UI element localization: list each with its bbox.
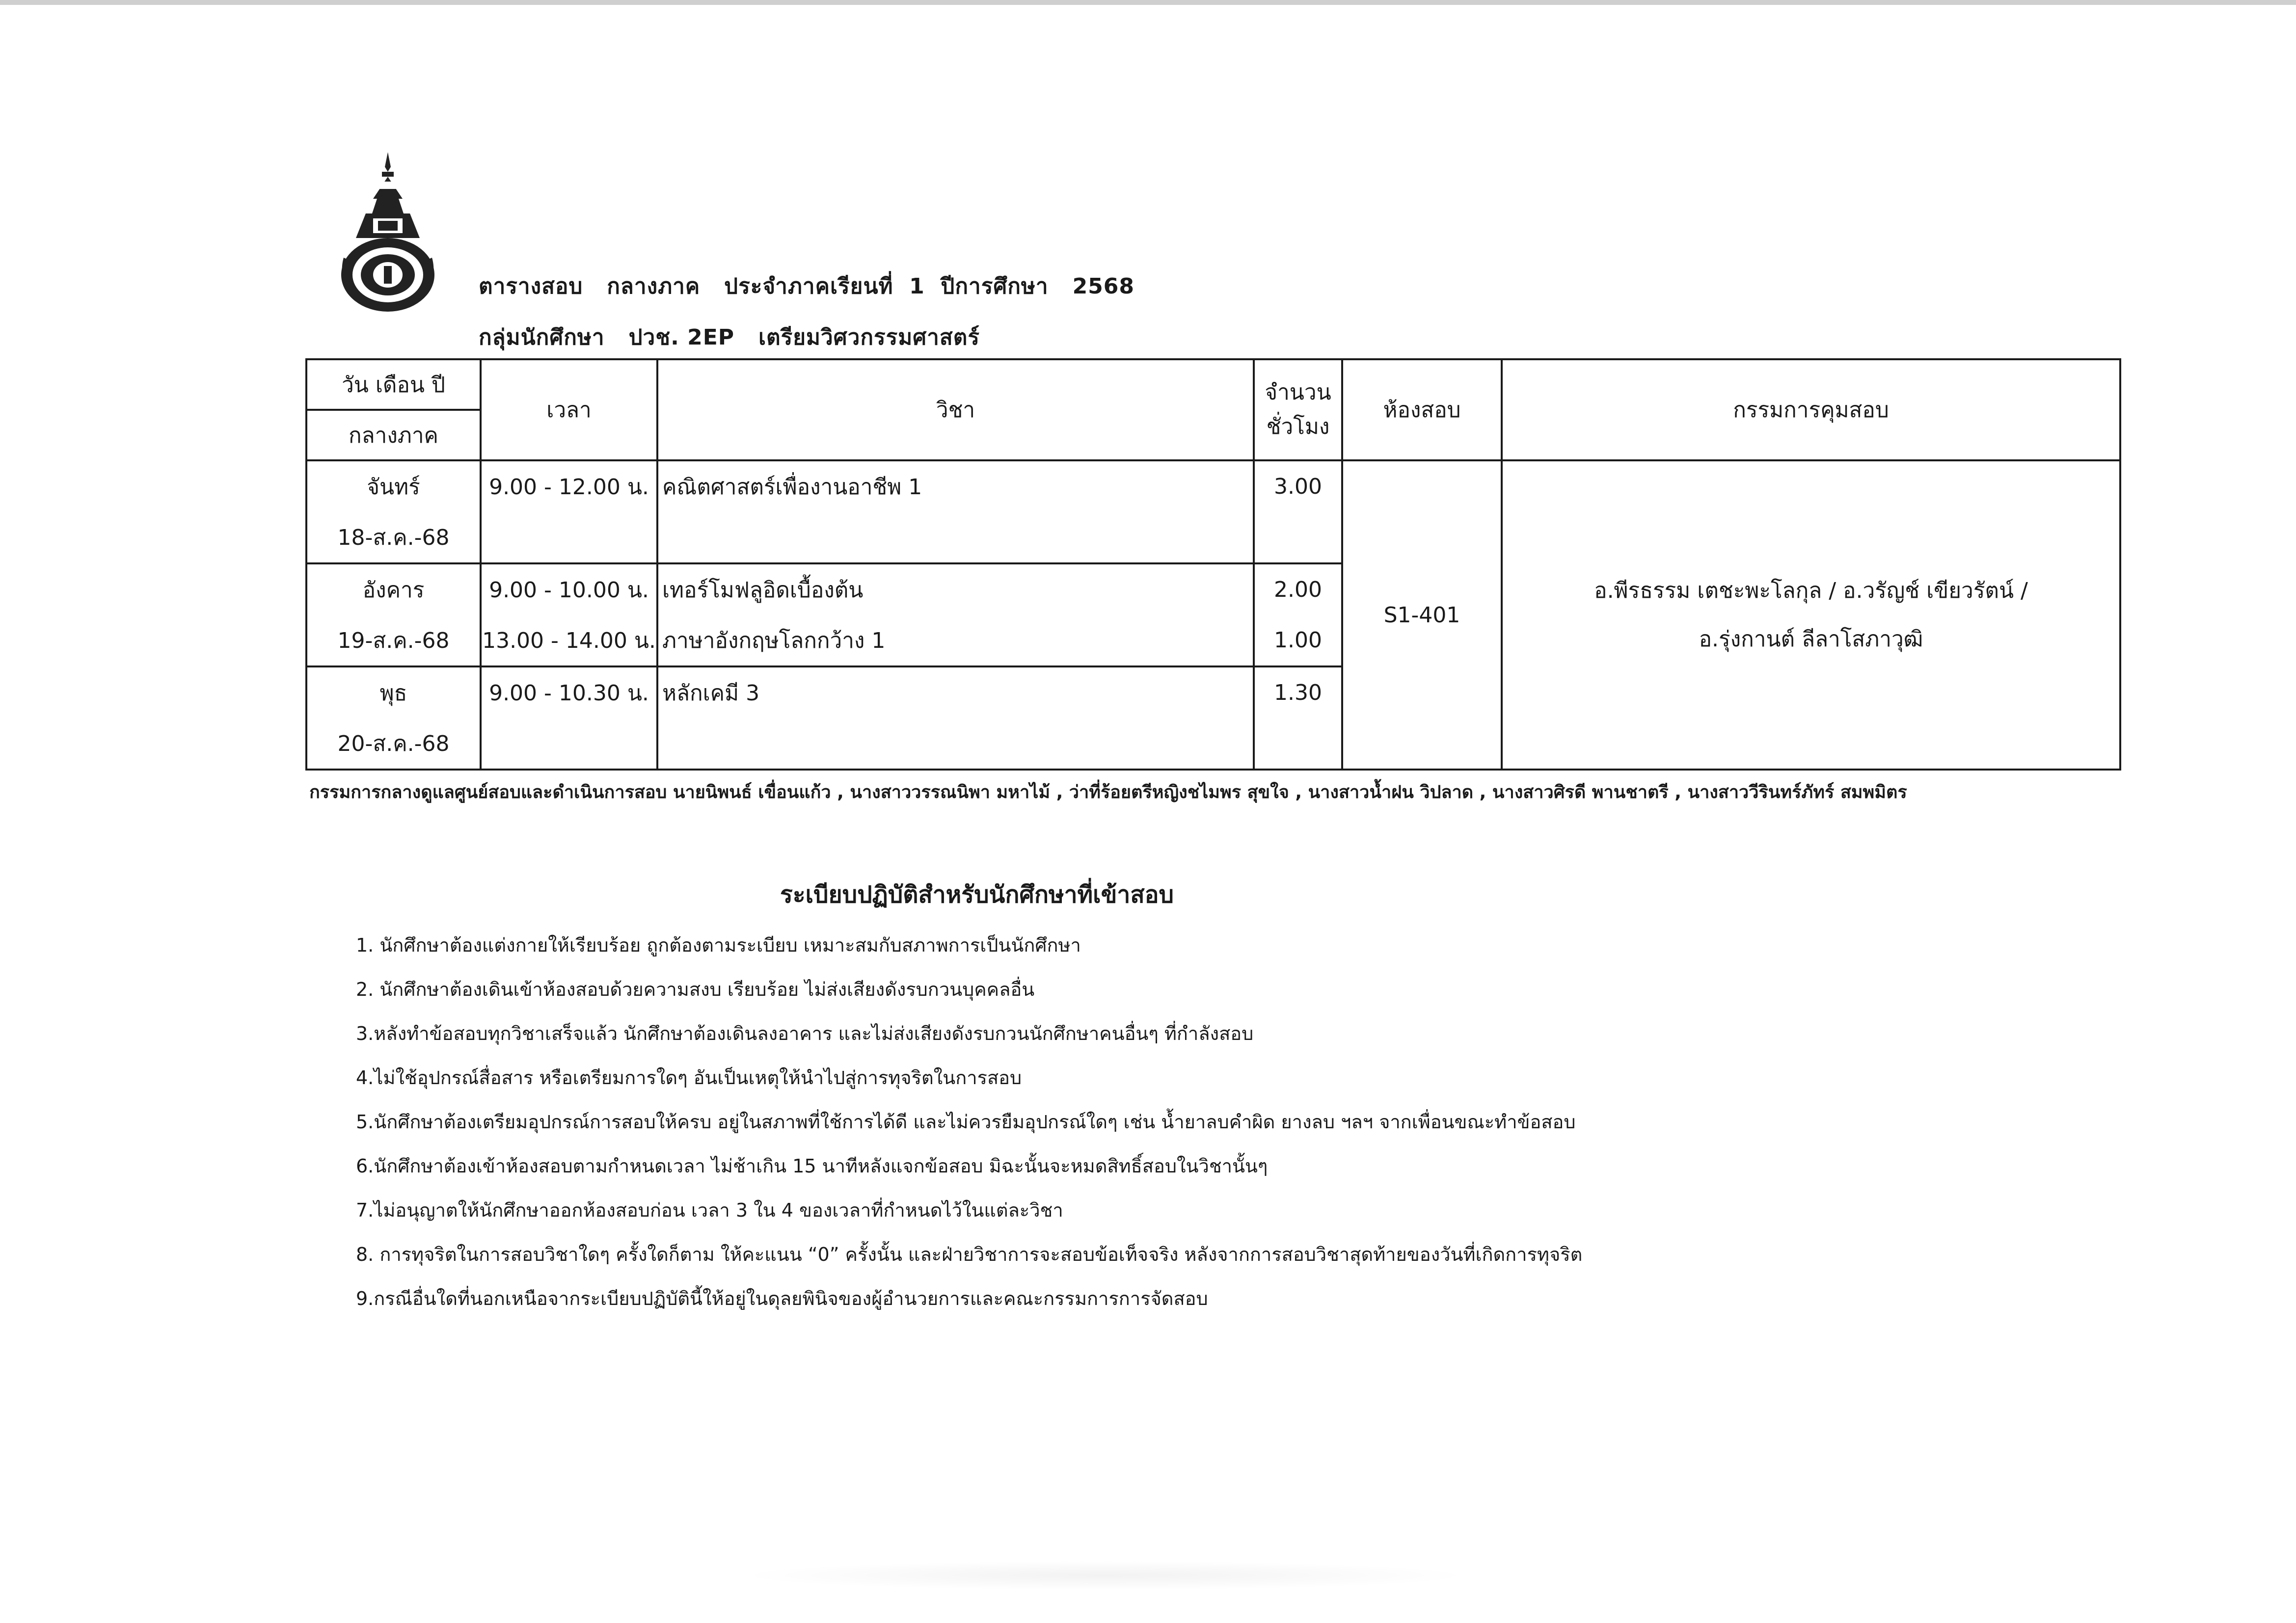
exam-room: S1-401 <box>1342 460 1502 770</box>
exam-hours: 2.00 <box>1254 563 1342 615</box>
exam-time: 9.00 - 10.30 น. <box>481 666 657 718</box>
exam-time: 9.00 - 12.00 น. <box>481 460 657 512</box>
day-name: พุธ <box>306 666 481 718</box>
scan-smudge <box>736 1561 1473 1590</box>
hours-header-top: จำนวน <box>1265 379 1331 405</box>
committee-line: อ.พีรธรรม เตชะพะโลกุล / อ.วรัญช์ เขียวรัตน์ / <box>1594 578 2028 603</box>
empty-cell <box>657 512 1254 563</box>
exam-time: 9.00 - 10.00 น. <box>481 563 657 615</box>
empty-cell <box>481 718 657 770</box>
empty-cell <box>481 512 657 563</box>
rule-item: 7.ไม่อนุญาตให้นักศึกษาออกห้องสอบก่อน เวลา 3 ใน 4 ของเวลาที่กำหนดไว้ในแต่ละวิชา <box>356 1199 1063 1221</box>
empty-cell <box>1254 512 1342 563</box>
exam-date: 18-ส.ค.-68 <box>306 512 481 563</box>
hours-header-bottom: ชั่วโมง <box>1266 414 1330 439</box>
exam-hours: 1.30 <box>1254 666 1342 718</box>
committee-header: กรรมการคุมสอบ <box>1502 359 2120 460</box>
empty-cell <box>1254 718 1342 770</box>
day-name: อังคาร <box>306 563 481 615</box>
empty-cell <box>657 718 1254 770</box>
exam-schedule-table <box>305 358 2121 771</box>
exam-subject: ภาษาอังกฤษโลกกว้าง 1 <box>657 615 1254 666</box>
exam-committee <box>1502 460 2120 770</box>
rule-item: 6.นักศึกษาต้องเข้าห้องสอบตามกำหนดเวลา ไม่ช้าเกิน 15 นาทีหลังแจกข้อสอบ มิฉะนั้นจะหมดสิทธิ์สอบในวิชานั้นๆ <box>356 1155 1268 1177</box>
exam-subject: เทอร์โมฟลูอิดเบื้องต้น <box>657 563 1254 615</box>
scan-edge <box>0 0 2296 5</box>
rule-item: 2. นักศึกษาต้องเดินเข้าห้องสอบด้วยความสงบ เรียบร้อย ไม่ส่งเสียงดังรบกวนบุคคลอื่น <box>356 979 1035 1000</box>
day-name: จันทร์ <box>306 460 481 512</box>
hours-header <box>1254 359 1342 460</box>
subject-header: วิชา <box>657 359 1254 460</box>
committee-line: อ.รุ่งกานต์ ลีลาโสภาวุฒิ <box>1699 627 1923 652</box>
exam-subject: คณิตศาสตร์เพื่องานอาชีพ 1 <box>657 460 1254 512</box>
room-header: ห้องสอบ <box>1342 359 1502 460</box>
table-row <box>306 460 2120 512</box>
rule-item: 3.หลังทำข้อสอบทุกวิชาเสร็จแล้ว นักศึกษาต้องเดินลงอาคาร และไม่ส่งเสียงดังรบกวนนักศึกษาคนอื่นๆ ที่กำลังสอบ <box>356 1023 1254 1044</box>
exam-date: 19-ส.ค.-68 <box>306 615 481 666</box>
rule-item: 8. การทุจริตในการสอบวิชาใดๆ ครั้งใดก็ตาม ให้คะแนน “0” ครั้งนั้น และฝ่ายวิชาการจะสอบข้อเท็จจริง หลังจากการสอบวิชาสุดท้ายของวันที่เกิดการทุจริต <box>356 1244 1583 1265</box>
exam-date: 20-ส.ค.-68 <box>306 718 481 770</box>
central-committee-note: กรรมการกลางดูแลศูนย์สอบและดำเนินการสอบ นายนิพนธ์ เขื่อนแก้ว , นางสาววรรณนิพา มหาไม้ , ว่าที่ร้อยตรีหญิงชไมพร สุขใจ , นางสาวน้ำฝน วิปลาด , นางสาวศิรดี พานชาตรี , นางสาววีรินทร์ภัทร์ สมพมิตร <box>309 782 1907 802</box>
exam-time: 13.00 - 14.00 น. <box>481 615 657 666</box>
exam-hours: 3.00 <box>1254 460 1342 512</box>
rule-item: 4.ไม่ใช้อุปกรณ์สื่อสาร หรือเตรียมการใดๆ อันเป็นเหตุให้นำไปสู่การทุจริตในการสอบ <box>356 1067 1022 1089</box>
exam-schedule-title: ตารางสอบ กลางภาค ประจำภาคเรียนที่ 1 ปีการศึกษา 2568 <box>479 274 1135 299</box>
time-header: เวลา <box>481 359 657 460</box>
rules-title: ระเบียบปฏิบัติสำหรับนักศึกษาที่เข้าสอบ <box>780 881 1174 908</box>
student-group-title: กลุ่มนักศึกษา ปวช. 2EP เตรียมวิศวกรรมศาสตร์ <box>479 325 980 350</box>
rule-item: 9.กรณีอื่นใดที่นอกเหนือจากระเบียบปฏิบัตินี้ให้อยู่ในดุลยพินิจของผู้อำนวยการและคณะกรรมการการจัดสอบ <box>356 1288 1208 1309</box>
exam-subject: หลักเคมี 3 <box>657 666 1254 718</box>
rule-item: 5.นักศึกษาต้องเตรียมอุปกรณ์การสอบให้ครบ อยู่ในสภาพที่ใช้การได้ดี และไม่ควรยืมอุปกรณ์ใดๆ เช่น น้ำยาลบคำผิด ยางลบ ฯลฯ จากเพื่อนขณะทำข้อสอบ <box>356 1111 1576 1133</box>
rule-item: 1. นักศึกษาต้องแต่งกายให้เรียบร้อย ถูกต้องตามระเบียบ เหมาะสมกับสภาพการเป็นนักศึกษา <box>356 934 1081 956</box>
table-header-row <box>306 359 2120 410</box>
date-header-bottom: กลางภาค <box>306 410 481 460</box>
exam-hours: 1.00 <box>1254 615 1342 666</box>
date-header-top: วัน เดือน ปี <box>306 359 481 410</box>
institution-emblem-icon <box>339 152 437 314</box>
